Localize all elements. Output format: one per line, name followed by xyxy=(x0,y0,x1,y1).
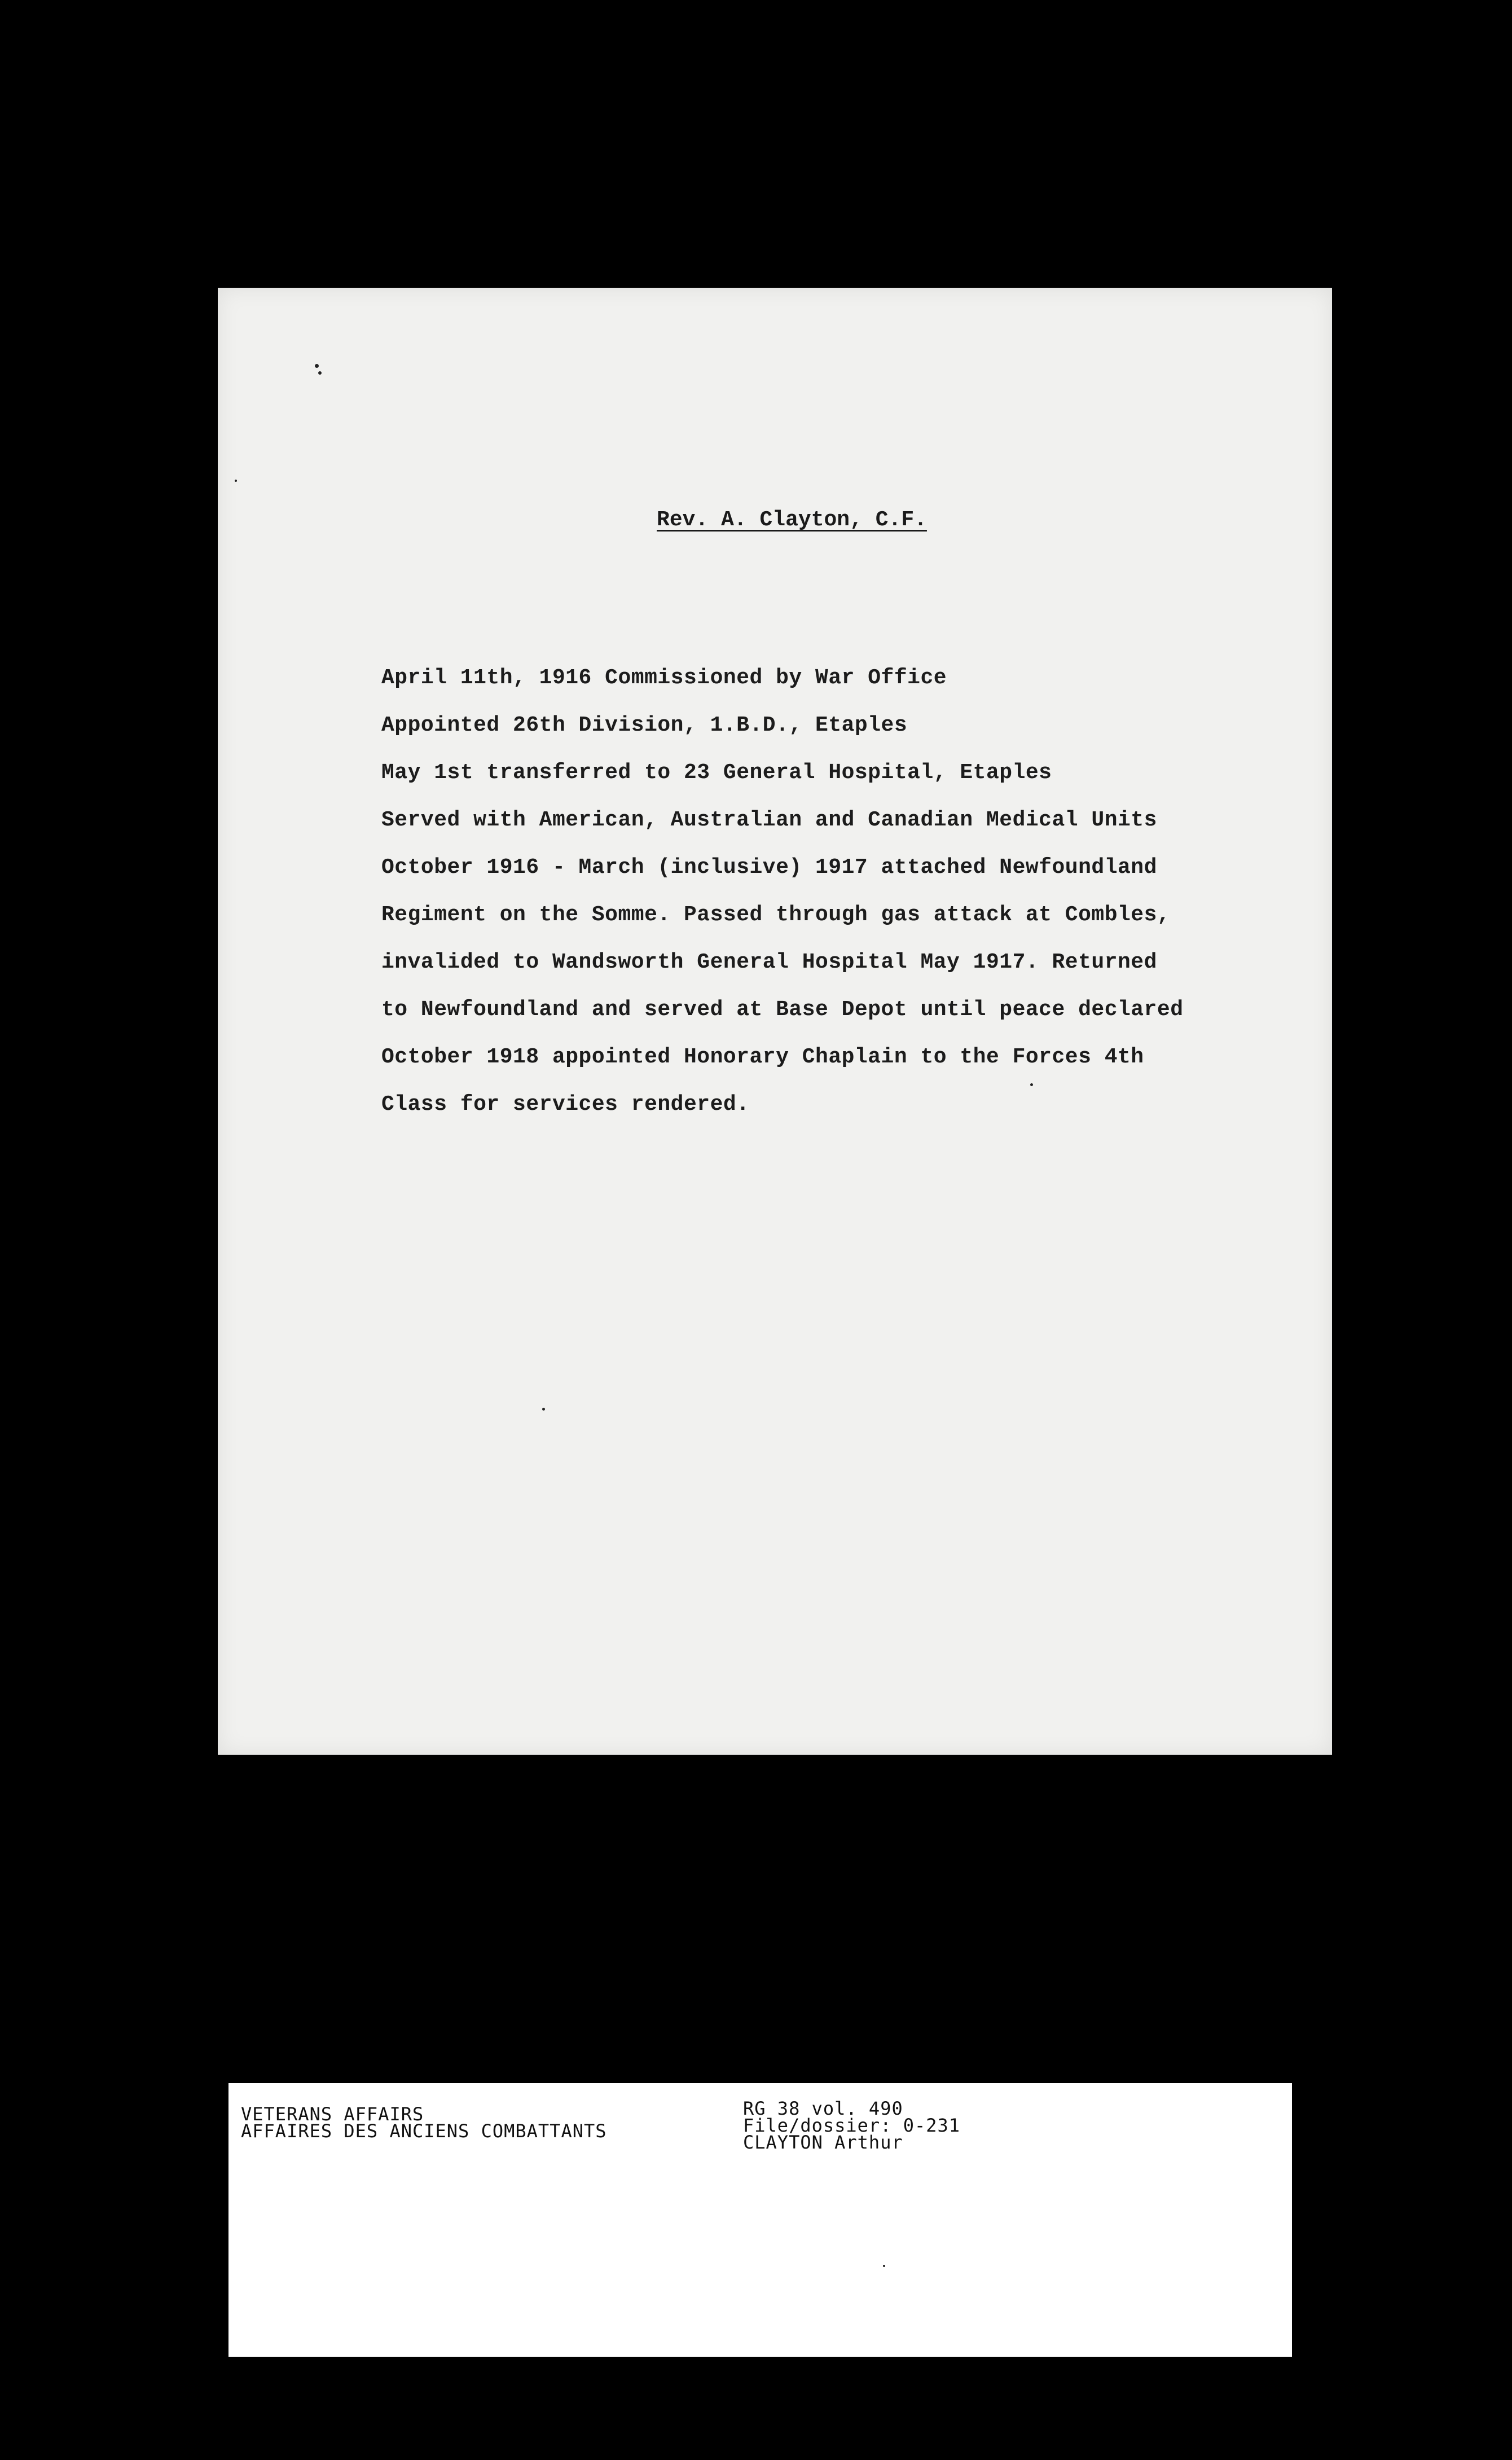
document-title: Rev. A. Clayton, C.F. xyxy=(657,508,927,532)
ink-speck xyxy=(542,1408,545,1411)
document-body xyxy=(381,654,1284,1128)
archive-label-reference xyxy=(743,2100,960,2151)
body-line: Served with American, Australian and Canadian Medical Units xyxy=(381,808,1157,832)
ink-speck xyxy=(315,364,319,368)
subject-name: CLAYTON Arthur xyxy=(743,2132,903,2153)
archive-label xyxy=(228,2083,1292,2357)
body-line: invalided to Wandsworth General Hospital May 1917. Returned xyxy=(381,950,1157,974)
body-line: October 1916 - March (inclusive) 1917 attached Newfoundland xyxy=(381,855,1157,880)
department-name-fr: AFFAIRES DES ANCIENS COMBATTANTS xyxy=(241,2120,607,2142)
body-line: April 11th, 1916 Commissioned by War Office xyxy=(381,666,947,690)
body-line: to Newfoundland and served at Base Depot until peace declared xyxy=(381,998,1184,1022)
body-line: May 1st transferred to 23 General Hospital, Etaples xyxy=(381,761,1052,785)
body-line: Appointed 26th Division, 1.B.D., Etaples xyxy=(381,713,908,737)
body-line: Class for services rendered. xyxy=(381,1092,750,1117)
body-line: October 1918 appointed Honorary Chaplain to the Forces 4th xyxy=(381,1045,1144,1069)
record-group-volume: RG 38 vol. 490 xyxy=(743,2098,903,2119)
department-name-en: VETERANS AFFAIRS xyxy=(241,2103,424,2125)
document-page xyxy=(218,288,1332,1755)
ink-speck xyxy=(883,2265,885,2267)
ink-speck xyxy=(235,480,237,482)
body-line: Regiment on the Somme. Passed through gas attack at Combles, xyxy=(381,903,1171,927)
archive-label-department xyxy=(241,2103,607,2142)
file-number: File/dossier: 0-231 xyxy=(743,2115,961,2136)
ink-speck xyxy=(318,371,322,375)
